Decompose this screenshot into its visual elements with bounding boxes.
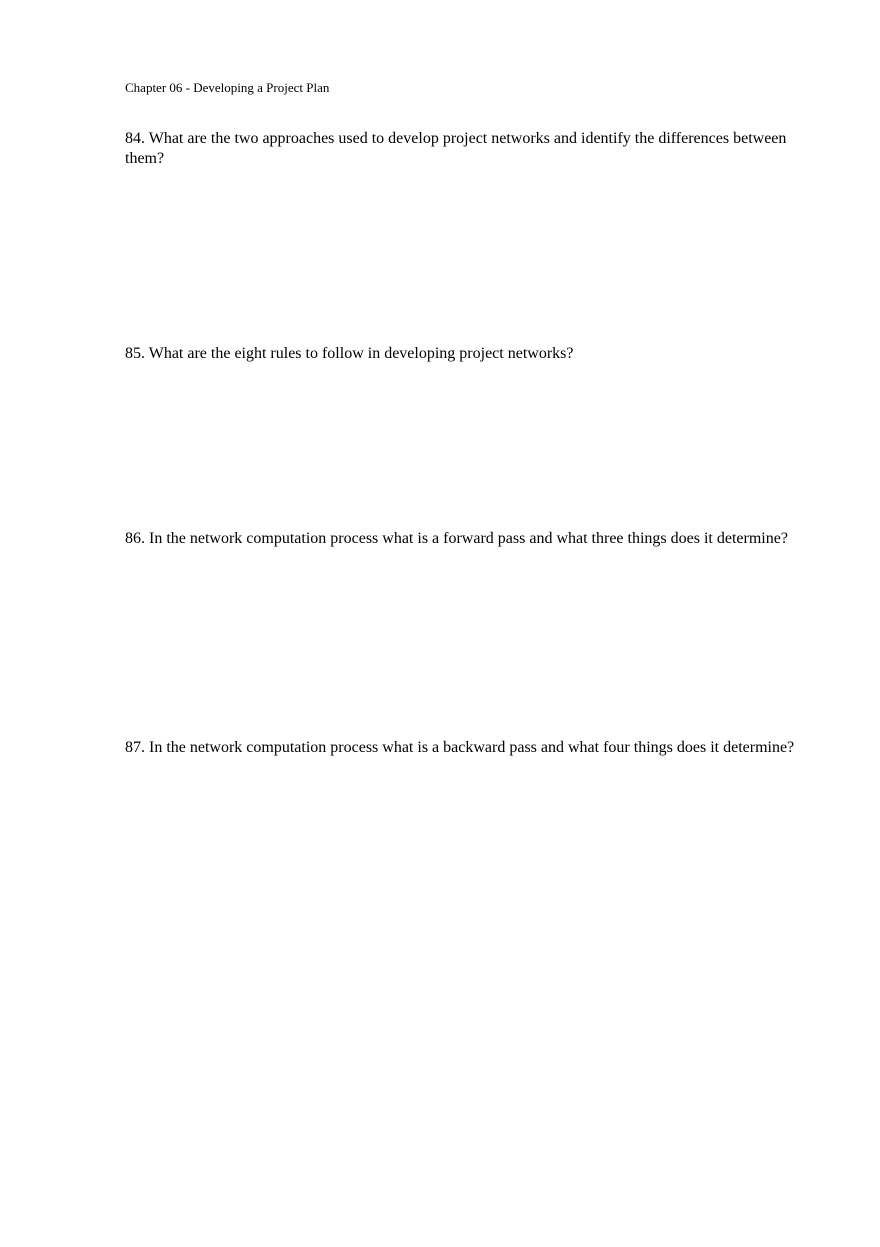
question-85: 85. What are the eight rules to follow in developing project networks? <box>125 345 574 362</box>
question-84: 84. What are the two approaches used to develop project networks and identify the differences between them? <box>125 130 787 167</box>
question-87: 87. In the network computation process what is a backward pass and what four things does it determine? <box>125 739 795 756</box>
question-86: 86. In the network computation process what is a forward pass and what three things does it determine? <box>125 530 788 547</box>
chapter-header: Chapter 06 - Developing a Project Plan <box>125 80 330 95</box>
